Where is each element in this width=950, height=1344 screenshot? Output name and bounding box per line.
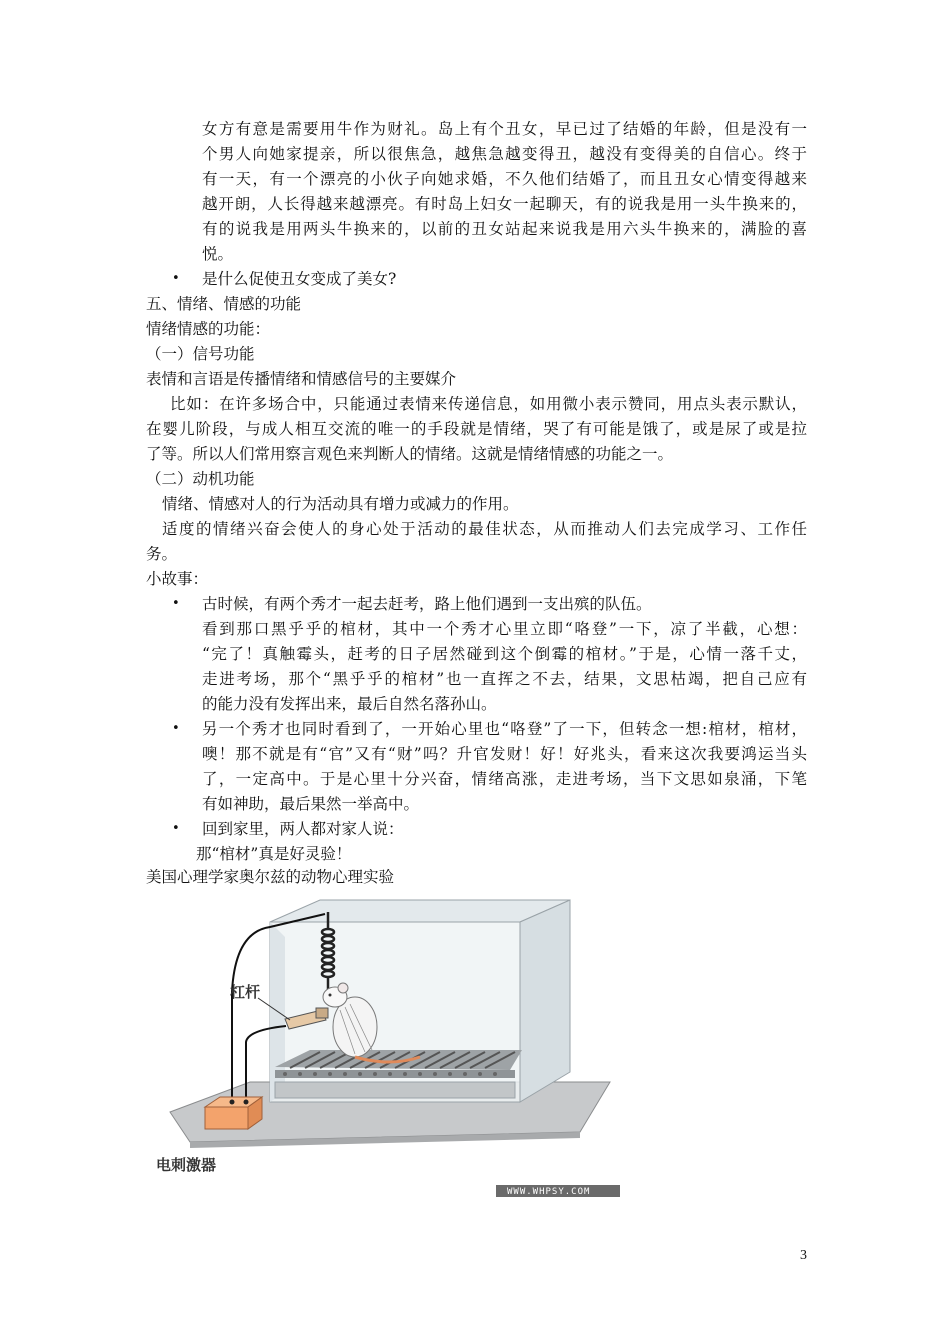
story-b2-line-2: 噢！那不就是有“官”又有“财”吗？升官发财！好！好兆头，看来这次我要鸿运当头 bbox=[202, 745, 807, 763]
story-line-5: 有的说我是用两头牛换来的，以前的丑女站起来说我是用六头牛换来的，满脸的喜 bbox=[202, 220, 807, 238]
story-line-4: 越开朗，人长得越来越漂亮。有时岛上妇女一起聊天，有的说我是用一头牛换来的， bbox=[202, 195, 807, 213]
stimulator-label: 电刺激器 bbox=[156, 1156, 217, 1174]
story-line-3: 有一天，有一个漂亮的小伙子向她求婚，不久他们结婚了，而且丑女心情变得越来 bbox=[202, 170, 807, 188]
story-b3-cont: 那“棺材”真是好灵验！ bbox=[196, 845, 352, 863]
story-line-6: 悦。 bbox=[202, 245, 234, 263]
story-b1-text: 古时候，有两个秀才一起去赶考，路上他们遇到一支出殡的队伍。 bbox=[202, 595, 652, 613]
signal-example-line-2: 在婴儿阶段，与成人相互交流的唯一的手段就是情绪，哭了有可能是饿了，或是尿了或是拉 bbox=[146, 420, 807, 438]
story-b2-line-3: 了，一定高中。于是心里十分兴奋，情绪高涨，走进考场，当下文思如泉涌，下笔 bbox=[202, 770, 807, 788]
story-b1-line-1: 看到那口黑乎乎的棺材，其中一个秀才心里立即“咯登”一下，凉了半截，心想： bbox=[202, 620, 807, 638]
story-b1-line-2: “完了！真触霉头，赶考的日子居然碰到这个倒霉的棺材。”于是，心情一落千丈， bbox=[202, 645, 807, 663]
motive-heading: （二）动机功能 bbox=[146, 470, 255, 488]
bullet-icon: • bbox=[172, 271, 180, 286]
bullet-icon: • bbox=[172, 821, 180, 836]
lever-label: 杠杆 bbox=[230, 983, 261, 1001]
cage-top bbox=[270, 900, 570, 922]
page-number: 3 bbox=[800, 1248, 807, 1263]
watermark-text: WWW.WHPSY.COM bbox=[507, 1187, 591, 1197]
signal-example-line-3: 了等。所以人们常用察言观色来判断人的情绪。这就是情绪情感的功能之一。 bbox=[146, 445, 674, 463]
signal-heading: （一）信号功能 bbox=[146, 345, 255, 363]
grid-bolts bbox=[283, 1072, 497, 1076]
story-b2-line-4: 有如神助，最后果然一举高中。 bbox=[202, 795, 420, 813]
story-line-1: 女方有意是需要用牛作为财礼。岛上有个丑女，早已过了结婚的年龄，但是没有一 bbox=[202, 120, 807, 138]
motive-text-1: 情绪、情感对人的行为活动具有增力或减力的作用。 bbox=[162, 495, 519, 513]
motive-text-2-line-1: 适度的情绪兴奋会使人的身心处于活动的最佳状态，从而推动人们去完成学习、工作任 bbox=[162, 520, 807, 538]
motive-text-2-line-2: 务。 bbox=[146, 545, 178, 563]
cage-right-side bbox=[520, 900, 570, 1102]
signal-example-line-1: 比如：在许多场合中，只能通过表情来传递信息，如用微小表示赞同，用点头表示默认， bbox=[170, 395, 807, 413]
stimulator-box bbox=[205, 1097, 262, 1129]
cage-base-rail bbox=[275, 1082, 515, 1098]
story-label: 小故事： bbox=[146, 570, 209, 588]
question-text: 是什么促使丑女变成了美女? bbox=[202, 270, 397, 288]
story-b3-text: 回到家里，两人都对家人说： bbox=[202, 820, 404, 838]
rat-experiment-figure bbox=[150, 892, 620, 1202]
story-b1-line-4: 的能力没有发挥出来，最后自然名落孙山。 bbox=[202, 695, 497, 713]
story-b2-line-1: 另一个秀才也同时看到了，一开始心里也“咯登”了一下，但转念一想:棺材，棺材， bbox=[202, 720, 807, 738]
story-line-2: 个男人向她家提亲，所以很焦急，越焦急越变得丑，越没有变得美的自信心。终于 bbox=[202, 145, 807, 163]
function-intro: 情绪情感的功能： bbox=[146, 320, 271, 338]
section-heading: 五、情绪、情感的功能 bbox=[146, 295, 302, 313]
signal-text: 表情和言语是传播情绪和情感信号的主要媒介 bbox=[146, 370, 457, 388]
bullet-icon: • bbox=[172, 596, 180, 611]
bullet-icon: • bbox=[172, 721, 180, 736]
experiment-title: 美国心理学家奥尔兹的动物心理实验 bbox=[146, 868, 395, 886]
story-b1-line-3: 走进考场，那个“黑乎乎的棺材”也一直挥之不去，结果，文思枯竭，把自己应有 bbox=[202, 670, 807, 688]
